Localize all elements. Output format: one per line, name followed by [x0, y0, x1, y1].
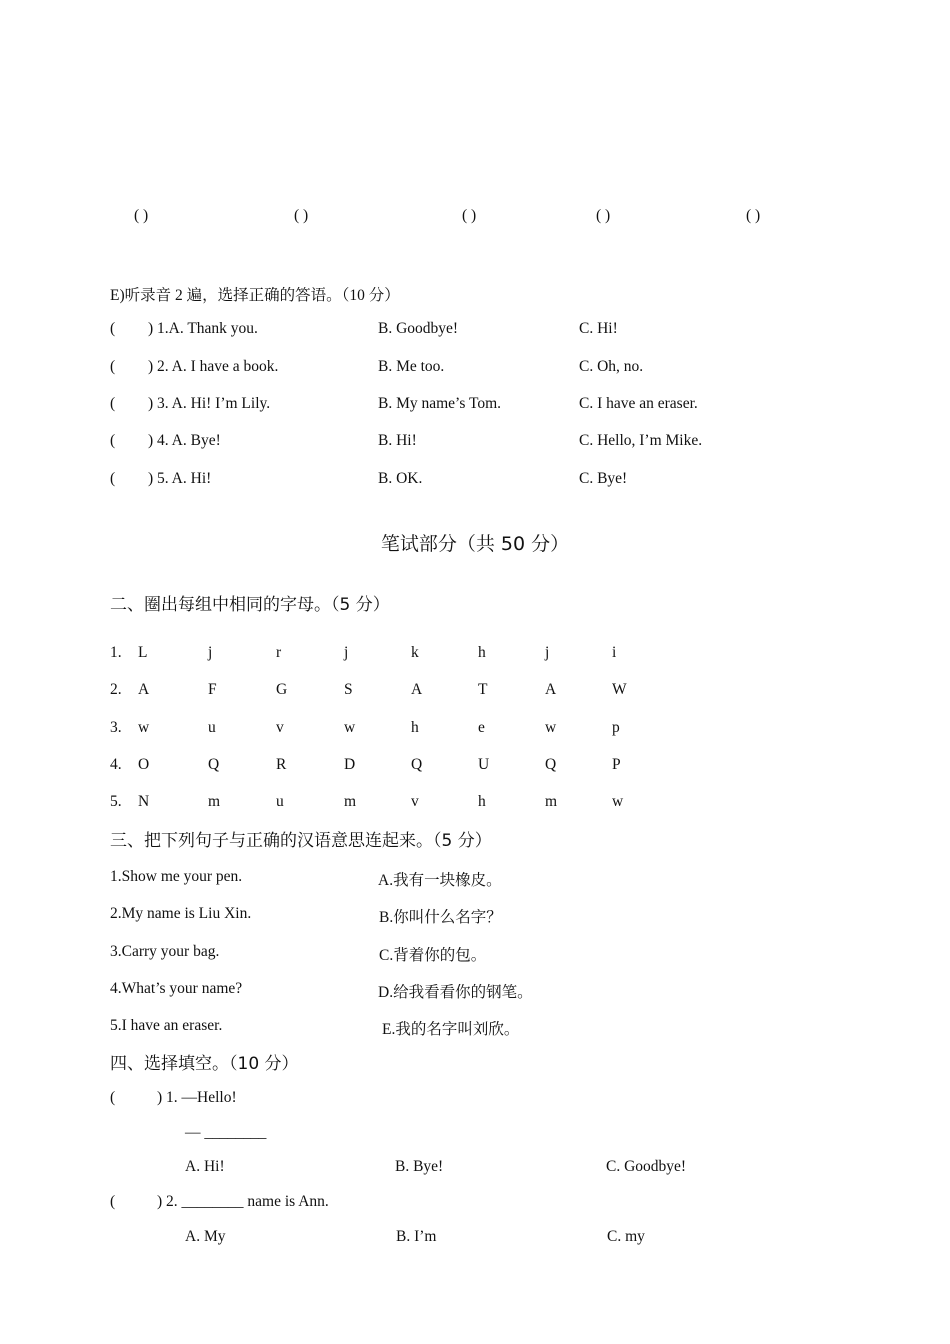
section-3-heading: 三、把下列句子与正确的汉语意思连起来。（5 分） [110, 831, 492, 851]
letter-cell[interactable]: j [545, 644, 550, 661]
letter-cell[interactable]: T [478, 681, 488, 698]
answer-blank: ( [110, 358, 116, 375]
letter-cell[interactable]: N [138, 793, 150, 810]
letter-cell[interactable]: S [344, 681, 353, 698]
row-number: 1. [110, 644, 122, 661]
letter-cell[interactable]: w [138, 719, 150, 736]
letter-cell[interactable]: j [208, 644, 213, 661]
option-c: C. Hello, I’m Mike. [579, 432, 703, 449]
letter-cell[interactable]: v [276, 719, 284, 736]
option-b: B. I’m [396, 1228, 437, 1245]
letter-cell[interactable]: u [208, 719, 216, 736]
letter-cell[interactable]: u [276, 793, 284, 810]
chinese-meaning: B.你叫什么名字？ [379, 909, 502, 926]
option-c: C. my [607, 1228, 645, 1245]
letter-cell[interactable]: m [545, 793, 558, 810]
letter-cell[interactable]: A [411, 681, 423, 698]
option-b: B. OK. [378, 470, 423, 487]
letter-cell[interactable]: O [138, 756, 150, 773]
option-c: C. Goodbye! [606, 1158, 687, 1175]
english-sentence: 5.I have an eraser. [110, 1017, 223, 1034]
letter-cell[interactable]: j [344, 644, 349, 661]
letter-cell[interactable]: Q [411, 756, 423, 773]
answer-line: — ________ [185, 1124, 267, 1141]
letter-cell[interactable]: v [411, 793, 419, 810]
question-stem: ) 2. ________ name is Ann. [157, 1193, 329, 1210]
letter-cell[interactable]: h [411, 719, 419, 736]
answer-bracket: ( ) [134, 207, 149, 224]
letter-cell[interactable]: A [138, 681, 150, 698]
letter-cell[interactable]: G [276, 681, 288, 698]
answer-blank: ( [110, 1193, 116, 1210]
answer-blank: ( [110, 395, 116, 412]
option-c: C. I have an eraser. [579, 395, 698, 412]
question-option-a: ) 5. A. Hi! [148, 470, 212, 487]
option-b: B. Hi! [378, 432, 417, 449]
answer-bracket: ( ) [462, 207, 477, 224]
question-option-a: ) 3. A. Hi! I’m Lily. [148, 395, 271, 412]
option-b: B. Bye! [395, 1158, 444, 1175]
letter-cell[interactable]: p [612, 719, 620, 736]
question-option-a: ) 2. A. I have a book. [148, 358, 279, 375]
letter-cell[interactable]: w [612, 793, 624, 810]
question-option-a: ) 4. A. Bye! [148, 432, 221, 449]
row-number: 5. [110, 793, 122, 810]
letter-cell[interactable]: h [478, 793, 486, 810]
letter-cell[interactable]: F [208, 681, 217, 698]
chinese-meaning: A.我有一块橡皮。 [378, 872, 502, 889]
letter-cell[interactable]: i [612, 644, 617, 661]
letter-cell[interactable]: h [478, 644, 486, 661]
section-4-heading: 四、选择填空。（10 分） [110, 1054, 299, 1074]
chinese-meaning: D.给我看看你的钢笔。 [378, 984, 533, 1001]
letter-cell[interactable]: m [208, 793, 221, 810]
answer-blank: ( [110, 1089, 116, 1106]
english-sentence: 3.Carry your bag. [110, 943, 220, 960]
answer-bracket: ( ) [596, 207, 611, 224]
row-number: 3. [110, 719, 122, 736]
question-stem: ) 1. —Hello! [157, 1089, 237, 1106]
letter-cell[interactable]: w [344, 719, 356, 736]
letter-cell[interactable]: D [344, 756, 356, 773]
english-sentence: 1.Show me your pen. [110, 868, 243, 885]
english-sentence: 4.What’s your name? [110, 980, 243, 997]
option-c: C. Bye! [579, 470, 628, 487]
letter-cell[interactable]: W [612, 681, 627, 698]
letter-cell[interactable]: w [545, 719, 557, 736]
chinese-meaning: E.我的名字叫刘欣。 [382, 1021, 520, 1038]
option-a: A. Hi! [185, 1158, 225, 1175]
section-2-heading: 二、圈出每组中相同的字母。（5 分） [110, 595, 390, 615]
letter-cell[interactable]: L [138, 644, 148, 661]
option-b: B. My name’s Tom. [378, 395, 502, 412]
option-c: C. Hi! [579, 320, 618, 337]
letter-cell[interactable]: P [612, 756, 621, 773]
letter-cell[interactable]: r [276, 644, 282, 661]
letter-cell[interactable]: A [545, 681, 557, 698]
letter-cell[interactable]: k [411, 644, 419, 661]
answer-blank: ( [110, 320, 116, 337]
option-b: B. Goodbye! [378, 320, 459, 337]
answer-blank: ( [110, 470, 116, 487]
letter-cell[interactable]: R [276, 756, 287, 773]
letter-cell[interactable]: Q [208, 756, 220, 773]
row-number: 4. [110, 756, 122, 773]
answer-bracket: ( ) [294, 207, 309, 224]
question-option-a: ) 1.A. Thank you. [148, 320, 258, 337]
letter-cell[interactable]: m [344, 793, 357, 810]
letter-cell[interactable]: Q [545, 756, 557, 773]
written-part-title: 笔试部分（共 50 分） [380, 533, 570, 555]
section-e-heading: E)听录音 2 遍，选择正确的答语。（10 分） [110, 287, 400, 304]
option-a: A. My [185, 1228, 226, 1245]
letter-cell[interactable]: e [478, 719, 485, 736]
letter-cell[interactable]: U [478, 756, 490, 773]
option-b: B. Me too. [378, 358, 445, 375]
answer-bracket: ( ) [746, 207, 761, 224]
option-c: C. Oh, no. [579, 358, 644, 375]
chinese-meaning: C.背着你的包。 [379, 947, 487, 964]
answer-blank: ( [110, 432, 116, 449]
row-number: 2. [110, 681, 122, 698]
english-sentence: 2.My name is Liu Xin. [110, 905, 252, 922]
